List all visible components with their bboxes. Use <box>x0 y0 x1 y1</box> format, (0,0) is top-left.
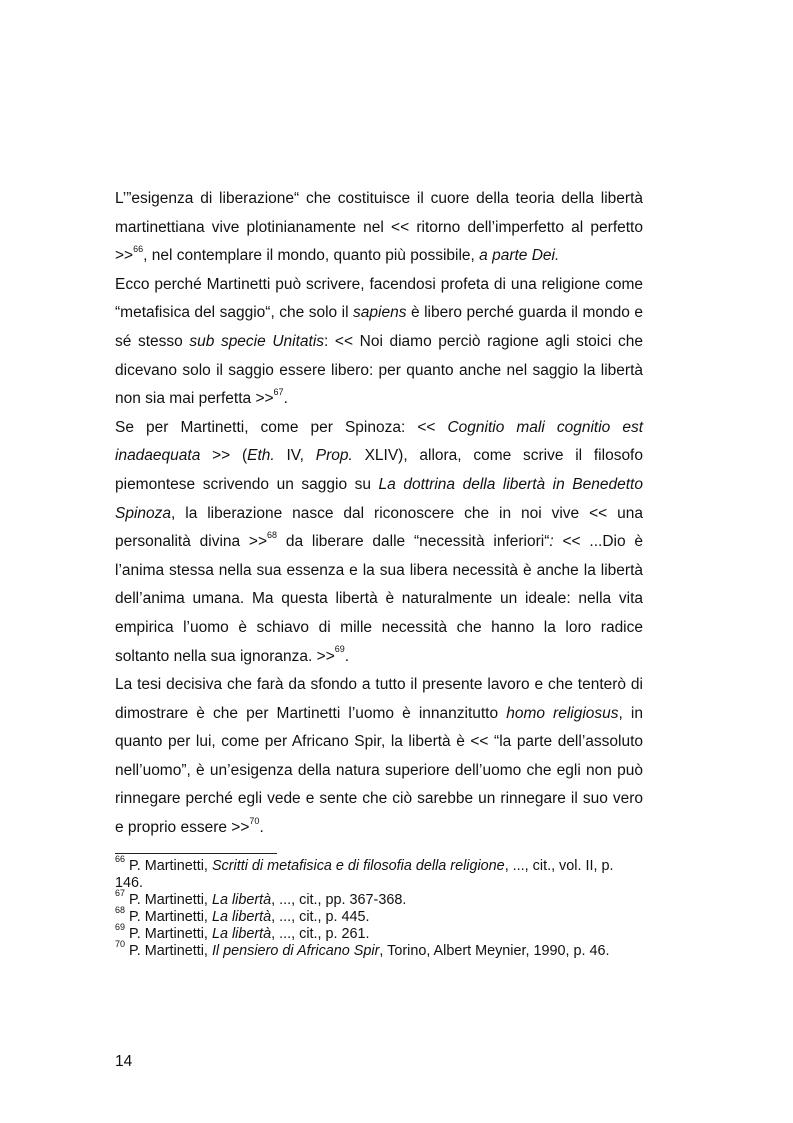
footnote <box>115 905 645 926</box>
text-run: P. Martinetti, <box>125 909 212 925</box>
footnote-separator <box>115 853 277 854</box>
italic-text: sapiens <box>353 304 407 322</box>
footnote-ref: 68 <box>267 529 278 540</box>
footnote <box>115 939 645 960</box>
text-run: P. Martinetti, <box>125 943 212 959</box>
text-run: . <box>344 647 350 665</box>
text-run: . <box>259 819 264 837</box>
footnote-ref: 69 <box>115 922 126 933</box>
footnote-ref: 67 <box>273 387 284 397</box>
italic-text: a parte Dei. <box>479 247 560 265</box>
text-run: Ecco perché Martinetti può scrivere, facendosi profeta di una religione come “metafisica del saggio“, che solo il <box>115 275 643 322</box>
footnote-ref: 68 <box>115 905 126 916</box>
text-run: IV, <box>274 447 316 465</box>
italic-text: La libertà <box>211 909 272 925</box>
footnote <box>115 888 645 909</box>
paragraph <box>115 185 643 271</box>
text-run: , ..., cit., p. 445. <box>271 909 370 925</box>
footnote-ref: 69 <box>334 644 345 655</box>
text-run: P. Martinetti, <box>125 858 212 874</box>
text-run: , ..., cit., vol. II, p. 146. <box>115 858 614 891</box>
text-run: , nel contemplare il mondo, quanto più possibile, <box>143 247 480 265</box>
italic-text: sub specie Unitatis <box>189 332 325 350</box>
italic-text: La libertà <box>211 892 272 908</box>
text-run: . <box>283 390 288 408</box>
italic-text: Eth. <box>247 447 275 465</box>
footnotes <box>115 854 645 960</box>
text-run: , ..., cit., p. 261. <box>271 926 370 942</box>
footnote-ref: 70 <box>115 939 126 950</box>
text-run: La tesi decisiva che farà da sfondo a tutto il presente lavoro e che tenterò di dimostrare è che per Martinetti l’uomo è innanzitutto <box>115 676 643 722</box>
text-run: L’”esigenza di liberazione“ che costituisce il cuore della teoria della libertà martinettiana vive plotinianamente nel << ritorno dell’imperfetto al perfetto >> <box>115 190 643 265</box>
italic-text: Il pensiero di Africano Spir <box>211 943 380 959</box>
text-run: : << Noi diamo perciò ragione agli stoici che dicevano solo il saggio essere libero: per quanto anche nel saggio la libertà non sia mai perfetta >> <box>115 332 644 408</box>
text-run: , in quanto per lui, come per Africano Spir, la libertà è << “la parte dell’assoluto nell’uomo”, è un’esigenza della natura superiore dell’uomo che egli non può rinnegare perché egli vede e sente che ciò sarebbe un rinnegare il suo vero e proprio essere >> <box>115 704 644 837</box>
text-run: Se per Martinetti, come per Spinoza: << <box>115 418 448 436</box>
paragraph <box>115 671 643 843</box>
text-run: , la liberazione nasce dal riconoscere che in noi vive << una personalità divina >> <box>115 504 643 551</box>
text-run: , Torino, Albert Meynier, 1990, p. 46. <box>379 943 610 959</box>
italic-text: La dottrina della libertà in Benedetto Spinoza <box>115 475 643 522</box>
text-run: , ..., cit., pp. 367-368. <box>271 892 407 908</box>
footnote-ref: 67 <box>115 888 126 899</box>
footnote <box>115 922 645 943</box>
text-run: è libero perché guarda il mondo e sé stesso <box>115 304 643 350</box>
text-run: P. Martinetti, <box>125 926 212 942</box>
text-run: P. Martinetti, <box>125 892 212 908</box>
paragraph <box>115 271 643 414</box>
page-number: 14 <box>115 1053 133 1070</box>
footnote-ref: 66 <box>133 244 144 255</box>
text-run: da liberare dalle “necessità inferiori“ <box>277 533 550 551</box>
italic-text: : <box>549 533 554 551</box>
text-run: XLIV), allora, come scrive il filosofo piemontese scrivendo un saggio su <box>115 447 643 493</box>
footnote-ref: 66 <box>115 854 126 865</box>
text-run: << ...Dio è l’anima stessa nella sua essenza e la sua libera necessità è anche la libertà dell’anima umana. Ma questa libertà è naturalmente un ideale: nella vita empirica l’uomo è schiavo di mille necessità che hanno la loro radice soltanto nella sua ignoranza. >> <box>115 533 644 665</box>
text-run: >> ( <box>200 447 248 465</box>
italic-text: Prop. <box>315 447 353 465</box>
paragraph <box>115 414 643 671</box>
italic-text: La libertà <box>211 926 272 942</box>
body-text <box>115 185 643 843</box>
footnote <box>115 854 645 892</box>
footnote-ref: 70 <box>249 815 260 826</box>
italic-text: homo religiosus <box>506 704 619 722</box>
italic-text: Scritti di metafisica e di filosofia della religione <box>211 858 505 874</box>
italic-text: Cognitio mali cognitio est inadaequata <box>115 418 643 465</box>
